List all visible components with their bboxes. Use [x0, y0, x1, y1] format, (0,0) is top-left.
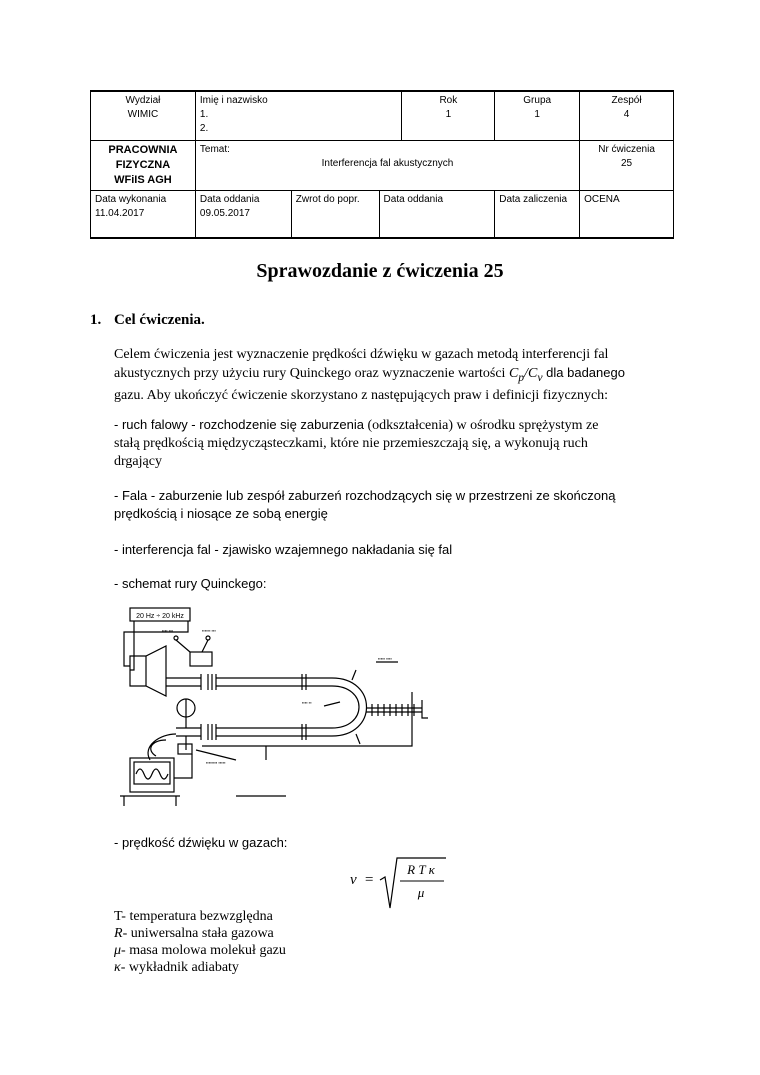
zwrot-label: Zwrot do popr. — [295, 193, 360, 205]
symbol-legend — [114, 908, 286, 976]
def-interferencja: - interferencja fal - zjawisko wzajemnego nakładania się fal — [114, 542, 453, 557]
legend-text: - uniwersalna stała gazowa — [122, 926, 274, 941]
annotation-label: ▪▪▪▪▪▪ ▪▪▪ — [202, 628, 216, 633]
def-fala — [114, 487, 674, 523]
temat-value: Interferencja fal akustycznych — [321, 157, 454, 169]
def-ruch-prefix: - ruch falowy - rozchodzenie się zaburzenia — [114, 417, 365, 432]
legend-item-t — [114, 908, 286, 925]
imie-label: Imię i nazwisko — [199, 95, 268, 106]
data-wykonania-label: Data wykonania — [95, 193, 167, 205]
rok-label: Rok — [439, 95, 458, 106]
wydzial-label: Wydział — [125, 95, 161, 106]
intro-paragraph — [114, 346, 674, 405]
grupa-cell — [495, 91, 580, 140]
data-oddania-value: 09.05.2017 — [199, 207, 250, 219]
temat-cell — [195, 140, 579, 190]
data-oddania-2-cell — [379, 190, 495, 238]
pracownia-line-2: FIZYCZNA — [115, 158, 171, 171]
imie-line-1: 1. — [199, 109, 209, 120]
def-fala-line-2: prędkością i niosące ze sobą energię — [114, 506, 328, 521]
legend-item-kappa — [114, 959, 286, 976]
legend-symbol: μ — [114, 943, 122, 958]
data-zaliczenia-cell — [495, 190, 580, 238]
annotation-label: ▪▪▪▪ ▪▪▪ — [162, 628, 174, 633]
grupa-label: Grupa — [523, 95, 552, 106]
intro-line-3: gazu. Aby ukończyć ćwiczenie skorzystano z następujących praw i definicji fizycznych: — [114, 387, 609, 403]
quincke-tube-diagram — [116, 600, 441, 815]
legend-symbol: κ — [114, 960, 121, 975]
data-oddania-cell — [195, 190, 291, 238]
def-ruch-line-2: stałą prędkością międzycząsteczkami, które nie przemieszczają się, a wykonują ruch — [114, 436, 588, 451]
pracownia-line-1: PRACOWNIA — [108, 143, 178, 156]
def-ruch-line-1-rest: (odkształcenia) w ośrodku sprężystym ze — [364, 418, 599, 433]
legend-text: - temperatura bezwzględna — [121, 909, 273, 924]
zespol-value: 4 — [623, 109, 630, 120]
grupa-value: 1 — [534, 109, 540, 120]
u-tube-inner — [332, 686, 359, 728]
cp-symbol — [508, 366, 525, 384]
pracownia-line-3: WFiIS AGH — [114, 173, 172, 186]
cp-subscript: p — [518, 370, 525, 384]
header-table — [90, 90, 674, 239]
nr-cwiczenia-value: 25 — [621, 157, 633, 169]
rok-cell — [402, 91, 495, 140]
imie-line-2: 2. — [199, 123, 209, 134]
report-title: Sprawozdanie z ćwiczenia 25 — [256, 260, 504, 282]
intro-line-1: Celem ćwiczenia jest wyznaczenie prędkości dźwięku w gazach metodą interferencji fal — [114, 347, 609, 362]
section-title: Cel ćwiczenia. — [114, 312, 205, 328]
imie-cell — [195, 91, 402, 140]
legend-symbol: R — [114, 926, 123, 941]
annotation-label: ▪▪▪▪▪▪▪▪ ▪▪▪▪▪ — [206, 760, 226, 765]
speed-formula — [350, 852, 460, 912]
nr-cwiczenia-label: Nr ćwiczenia — [598, 143, 655, 155]
legend-text: - masa molowa molekuł gazu — [121, 943, 286, 958]
formula-numerator: R T κ — [407, 862, 435, 877]
def-ruch-line-1 — [114, 416, 674, 435]
cv-symbol — [528, 366, 543, 384]
generator-label: 20 Hz ÷ 20 kHz — [136, 613, 184, 620]
ocena-cell — [580, 190, 674, 238]
wydzial-value: WIMIC — [127, 109, 159, 120]
formula-lhs: v — [350, 872, 357, 888]
section-number: 1. — [90, 312, 102, 328]
zespol-cell — [580, 91, 674, 140]
cp-letter: C — [508, 366, 519, 381]
annotation-label: ▪▪▪▪ ▪▪ — [302, 700, 312, 705]
legend-item-r — [114, 925, 286, 942]
data-zaliczenia-label: Data zaliczenia — [499, 193, 568, 205]
predkosc-label: - prędkość dźwięku w gazach: — [114, 835, 288, 850]
zespol-label: Zespół — [611, 95, 642, 106]
intro-line-2-end: dla badanego — [542, 365, 625, 380]
rok-value: 1 — [445, 109, 452, 120]
data-wykonania-cell — [91, 190, 196, 238]
speaker-horn — [130, 646, 166, 696]
ratio-slash: / — [524, 366, 529, 381]
def-fala-line-1: - Fala - zaburzenie lub zespół zaburzeń rozchodzących się w przestrzeni ze skończoną — [114, 488, 616, 503]
annotation-label: ▪▪▪▪▪ ▪▪▪▪ — [378, 656, 392, 661]
zwrot-cell — [291, 190, 379, 238]
formula-equals: = — [364, 872, 375, 888]
temat-label: Temat: — [199, 143, 230, 155]
def-schemat: - schemat rury Quinckego: — [114, 576, 267, 591]
intro-line-2-text: akustycznych przy użyciu rury Quinckego oraz wyznaczenie wartości — [114, 366, 509, 381]
section-heading — [90, 312, 205, 329]
intro-line-2 — [114, 364, 674, 387]
legend-symbol: T — [114, 909, 122, 924]
pracownia-cell — [91, 140, 196, 190]
cv-subscript: v — [537, 370, 543, 384]
data-wykonania-value: 11.04.2017 — [95, 207, 145, 219]
cv-letter: C — [528, 366, 538, 381]
nr-cwiczenia-cell — [580, 140, 674, 190]
def-ruch-falowy — [114, 416, 674, 471]
wydzial-cell — [91, 91, 196, 140]
data-oddania-2-label: Data oddania — [383, 193, 444, 205]
def-ruch-line-3: drgający — [114, 454, 162, 469]
legend-text: - wykładnik adiabaty — [120, 960, 239, 975]
data-oddania-label: Data oddania — [199, 193, 260, 205]
ocena-label: OCENA — [584, 193, 620, 205]
legend-item-mu — [114, 942, 286, 959]
formula-denominator: μ — [417, 885, 425, 900]
